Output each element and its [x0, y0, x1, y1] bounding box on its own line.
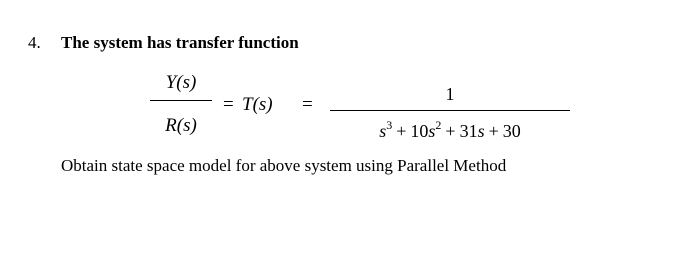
transfer-function-equation	[150, 70, 590, 148]
transfer-function-fraction	[330, 70, 570, 148]
problem-number: 4.	[28, 33, 41, 52]
problem-title: The system has transfer function	[61, 33, 299, 52]
rhs-denominator: $s^3 + 10s^2 + 31s + 30$	[379, 118, 521, 141]
problem-heading	[28, 33, 299, 53]
lhs-denominator: R(s)	[165, 115, 197, 136]
equals-sign: =	[223, 94, 234, 115]
lhs-fraction-bar	[150, 100, 212, 101]
lhs-numerator: Y(s)	[165, 72, 197, 93]
equals-sign: =	[302, 94, 313, 115]
problem-instruction: Obtain state space model for above system using Parallel Method	[61, 156, 507, 175]
output-input-ratio	[150, 70, 212, 148]
rhs-fraction-bar	[330, 110, 570, 111]
rhs-numerator: 1	[445, 84, 455, 104]
transfer-function-symbol: T(s)	[242, 94, 273, 115]
